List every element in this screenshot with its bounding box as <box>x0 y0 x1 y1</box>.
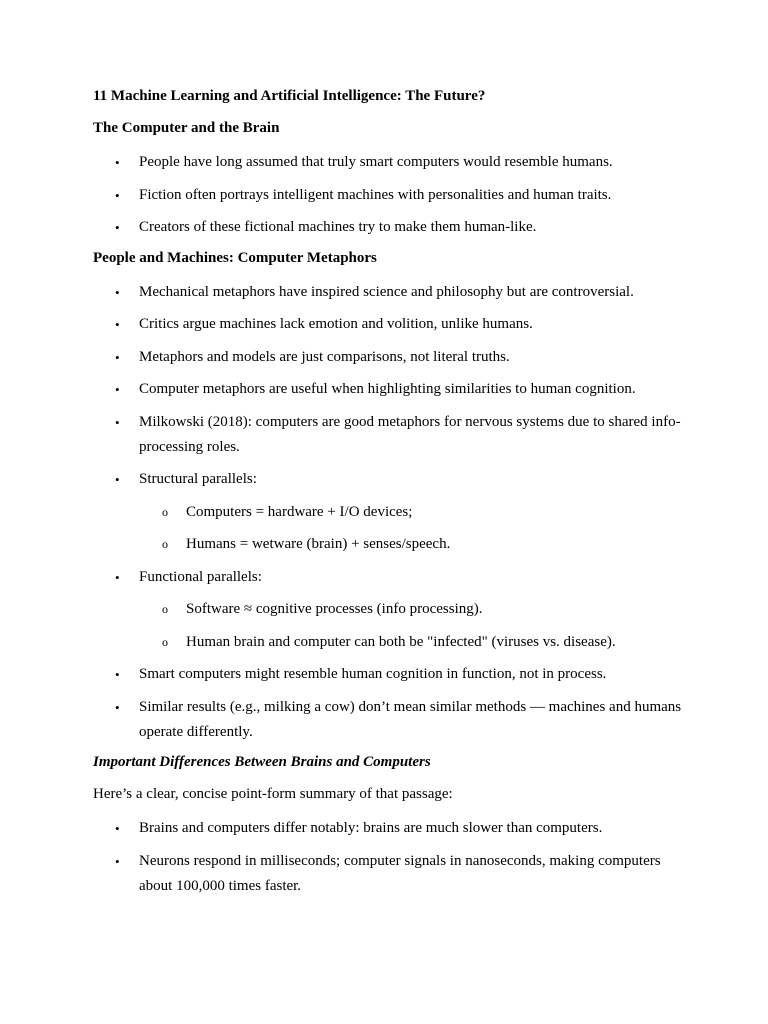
bullet-marker: • <box>115 187 120 203</box>
sub-list-functional-parallels <box>139 597 683 655</box>
list-item <box>93 345 683 370</box>
sub-bullet-marker: o <box>162 634 168 649</box>
sub-list-item <box>139 500 683 525</box>
bullet-marker: • <box>115 220 120 235</box>
list-item <box>93 377 683 402</box>
sub-list-item-text: Software ≈ cognitive processes (info processing). <box>186 601 483 617</box>
document-content <box>93 86 683 906</box>
list-item-text: Fiction often portrays intelligent machines with personalities and human traits. <box>139 186 612 203</box>
list-item <box>93 410 683 460</box>
bullet-marker: • <box>115 569 120 585</box>
list-item <box>93 695 683 745</box>
bullet-marker: • <box>115 853 120 869</box>
bullet-marker: • <box>115 284 120 300</box>
bullet-marker: • <box>115 414 120 430</box>
list-item <box>93 816 683 841</box>
list-item <box>93 150 683 175</box>
sub-bullet-marker: o <box>162 537 168 551</box>
list-item-text: Neurons respond in milliseconds; computer signals in nanoseconds, making computers about 100,000 times faster. <box>139 852 661 894</box>
sub-list-item <box>139 630 683 655</box>
sub-list-item-text: Human brain and computer can both be "infected" (viruses vs. disease). <box>186 633 616 650</box>
sub-list-item-text: Humans = wetware (brain) + senses/speech. <box>186 536 451 552</box>
bullet-list-computer-brain <box>93 150 683 240</box>
sub-list-item-text: Computers = hardware + I/O devices; <box>186 503 413 520</box>
bullet-marker: • <box>115 349 120 365</box>
list-item <box>93 312 683 337</box>
list-item <box>93 565 683 655</box>
section-heading-important-differences: Important Differences Between Brains and Computers <box>93 754 431 770</box>
list-item-text: Milkowski (2018): computers are good metaphors for nervous systems due to shared info-processing roles. <box>139 413 681 455</box>
sub-list-item <box>139 532 683 557</box>
list-item-text: Metaphors and models are just comparisons, not literal truths. <box>139 348 510 365</box>
bullet-marker: • <box>115 667 120 682</box>
bullet-marker: • <box>115 821 120 836</box>
list-item <box>93 662 683 687</box>
bullet-marker: • <box>115 317 120 332</box>
list-item-text: Creators of these fictional machines try to make them human-like. <box>139 219 537 235</box>
list-item <box>93 280 683 305</box>
bullet-marker: • <box>115 699 120 715</box>
list-item <box>93 467 683 557</box>
bullet-list-computer-metaphors <box>93 280 683 745</box>
list-item-text: Smart computers might resemble human cognition in function, not in process. <box>139 666 607 682</box>
list-item-text: Mechanical metaphors have inspired science and philosophy but are controversial. <box>139 283 634 300</box>
sub-list-structural-parallels <box>139 500 683 558</box>
bullet-marker: • <box>115 382 120 397</box>
bullet-marker: • <box>115 155 120 170</box>
bullet-marker: • <box>115 472 120 487</box>
sub-list-item <box>139 597 683 622</box>
intro-paragraph: Here’s a clear, concise point-form summary of that passage: <box>93 786 453 802</box>
list-item-text: Structural parallels: <box>139 471 257 487</box>
list-item-text: Similar results (e.g., milking a cow) don’t mean similar methods — machines and humans operate differently. <box>139 698 682 740</box>
sub-bullet-marker: o <box>162 504 168 519</box>
list-item-text: Critics argue machines lack emotion and volition, unlike humans. <box>139 316 533 332</box>
sub-bullet-marker: o <box>162 602 168 616</box>
section-heading-computer-metaphors: People and Machines: Computer Metaphors <box>93 249 377 266</box>
list-item-text: Brains and computers differ notably: brains are much slower than computers. <box>139 820 603 836</box>
list-item-text: Computer metaphors are useful when highlighting similarities to human cognition. <box>139 381 636 397</box>
bullet-list-important-differences <box>93 816 683 899</box>
list-item <box>93 183 683 208</box>
section-heading-computer-brain: The Computer and the Brain <box>93 120 280 136</box>
list-item <box>93 215 683 240</box>
list-item <box>93 849 683 899</box>
list-item-text: Functional parallels: <box>139 568 262 585</box>
document-title: 11 Machine Learning and Artificial Intelligence: The Future? <box>93 88 486 104</box>
list-item-text: People have long assumed that truly smart computers would resemble humans. <box>139 154 613 170</box>
